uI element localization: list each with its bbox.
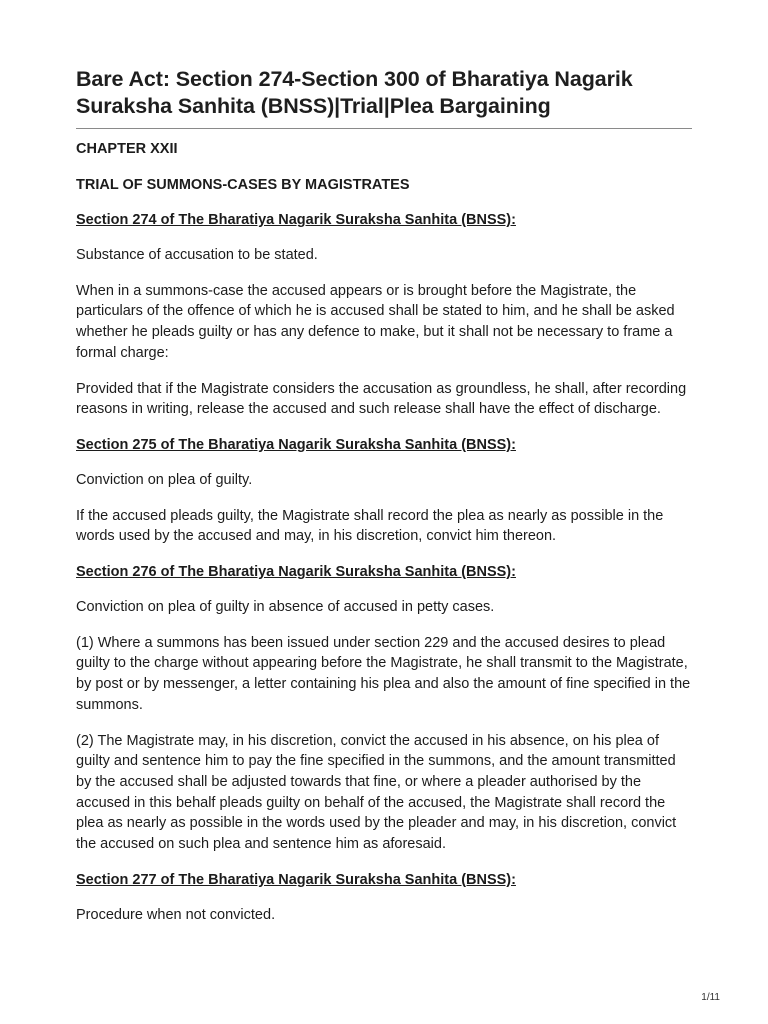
section-277 — [76, 870, 692, 926]
section-paragraph: Procedure when not convicted. — [76, 906, 276, 923]
section-paragraph: (2) The Magistrate may, in his discretion, convict the accused in his absence, on his plea of guilty and sentence him to pay the fine specified in the summons, and the amount transmitted by the accused shall be adjusted towards that fine, or where a pleader authorised by the accused in this behalf pleads guilty on behalf of the accused, the Magistrate shall record the plea as nearly as possible in the words used by the pleader and may, in his discretion, convict the accused on such plea and sentence him as aforesaid. — [76, 732, 677, 853]
section-276 — [76, 562, 692, 855]
chapter-number: CHAPTER XXII — [76, 141, 178, 157]
section-heading: Section 275 of The Bharatiya Nagarik Suraksha Sanhita (BNSS): — [76, 436, 516, 453]
section-heading: Section 276 of The Bharatiya Nagarik Suraksha Sanhita (BNSS): — [76, 564, 516, 581]
section-paragraph: (1) Where a summons has been issued under section 229 and the accused desires to plead guilty to the charge without appearing before the Magistrate, he shall transmit to the Magistrate, by post or by messenger, a letter containing his plea and also the amount of fine specified in the summons. — [76, 634, 691, 713]
section-heading: Section 277 of The Bharatiya Nagarik Suraksha Sanhita (BNSS): — [76, 871, 516, 888]
section-paragraph: Conviction on plea of guilty. — [76, 471, 253, 488]
section-274 — [76, 210, 692, 420]
document-page — [76, 66, 692, 925]
section-heading: Section 274 of The Bharatiya Nagarik Suraksha Sanhita (BNSS): — [76, 212, 516, 228]
chapter-title: TRIAL OF SUMMONS-CASES BY MAGISTRATES — [76, 177, 410, 193]
section-paragraph: If the accused pleads guilty, the Magistrate shall record the plea as nearly as possible in the words used by the accused and may, in his discretion, convict him thereon. — [76, 507, 664, 545]
section-paragraph: Conviction on plea of guilty in absence of accused in petty cases. — [76, 599, 495, 616]
section-275 — [76, 435, 692, 547]
section-paragraph: When in a summons-case the accused appears or is brought before the Magistrate, the particulars of the offence of which he is accused shall be stated to him, and he shall be asked whether he pleads guilty or has any defence to make, but it shall not be necessary to frame a formal charge: — [76, 282, 675, 361]
page-number: 1/11 — [701, 992, 720, 1003]
section-paragraph: Provided that if the Magistrate considers the accusation as groundless, he shall, after recording reasons in writing, release the accused and such release shall have the effect of discharge. — [76, 380, 687, 418]
section-paragraph: Substance of accusation to be stated. — [76, 247, 318, 263]
document-title: Bare Act: Section 274-Section 300 of Bharatiya Nagarik Suraksha Sanhita (BNSS)|Trial|Plea Bargaining — [76, 66, 692, 129]
